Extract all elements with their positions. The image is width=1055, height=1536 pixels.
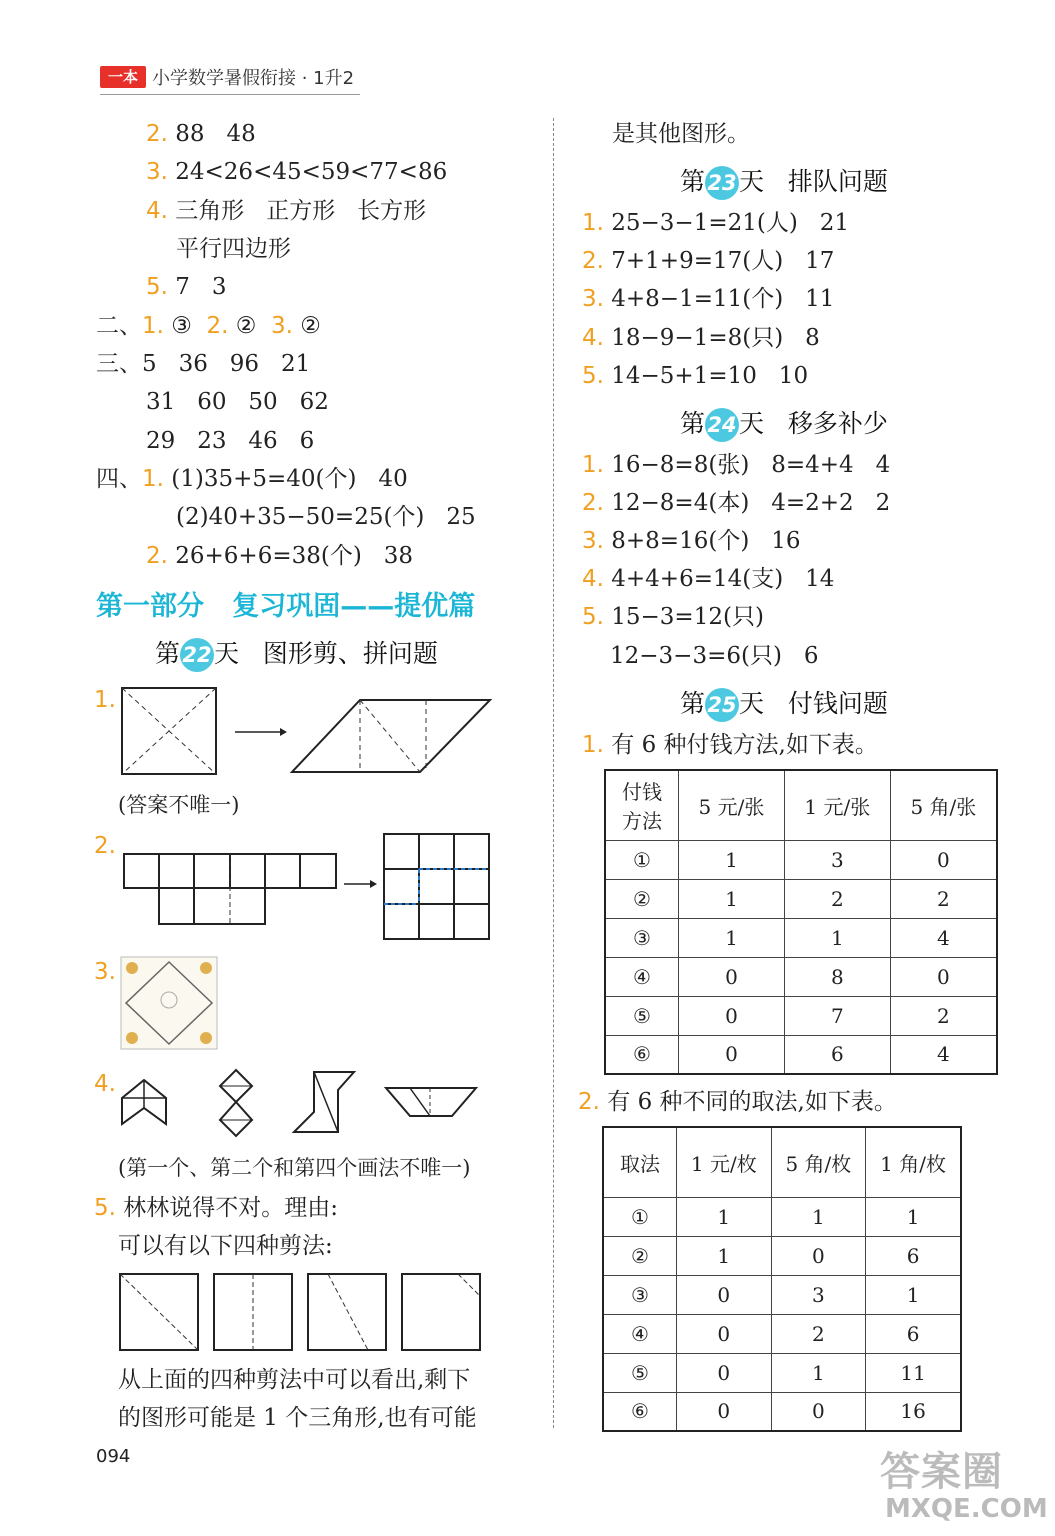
answer-line: 二、1. ③ 2. ② 3. ②	[96, 313, 321, 339]
question-number: 4.	[94, 1071, 116, 1097]
answer-line: 四、1. (1)35+5=40(个) 40	[96, 466, 408, 492]
table-cell: 6	[784, 1035, 890, 1074]
symmetric-shapes-diagram	[118, 1068, 488, 1140]
answer-line: 12−3−3=6(只) 6	[610, 643, 819, 669]
day-heading-25: 第 25天 付钱问题	[680, 684, 888, 722]
table-cell: ⑥	[603, 1392, 677, 1431]
answer-line: 2. 26+6+6=38(个) 38	[146, 543, 414, 569]
fold-square-diagram	[120, 686, 500, 778]
table-cell: 1	[677, 1197, 772, 1236]
table-header-cell: 1 元/枚	[677, 1127, 772, 1197]
answer-line: 三、5 36 96 21	[96, 351, 311, 377]
answer-line: 4. 三角形 正方形 长方形	[146, 198, 427, 224]
table-cell: 3	[771, 1275, 866, 1314]
brand-badge: 一本	[100, 66, 146, 88]
answer-line: 1. 25−3−1=21(人) 21	[582, 210, 850, 236]
table-cell: 0	[677, 1353, 772, 1392]
table-cell: ②	[605, 879, 679, 918]
day-heading-24: 第 24天 移多补少	[680, 404, 888, 442]
answer-line: 从上面的四种剪法中可以看出,剩下	[118, 1367, 471, 1393]
table-cell: ③	[605, 918, 679, 957]
table-header-cell: 1 角/枚	[866, 1127, 961, 1197]
table-cell: 11	[866, 1353, 961, 1392]
table-cell: 2	[890, 879, 997, 918]
day-number-badge: 24	[705, 408, 739, 442]
table-cell: 0	[890, 957, 997, 996]
table-cell: ④	[605, 957, 679, 996]
day-number-badge: 25	[705, 688, 739, 722]
answer-line: (2)40+35−50=25(个) 25	[176, 504, 476, 530]
day-number-badge: 23	[705, 166, 739, 200]
answer-line: 4. 18−9−1=8(只) 8	[582, 325, 820, 351]
table-header-cell: 1 元/张	[784, 770, 890, 840]
table-cell: 3	[784, 840, 890, 879]
day-number-badge: 22	[180, 638, 214, 672]
answer-line: 的图形可能是 1 个三角形,也有可能	[118, 1405, 477, 1431]
watermark-url: MXQE.COM	[885, 1494, 1048, 1524]
answer-line: 29 23 46 6	[146, 428, 315, 454]
header-rule	[100, 94, 360, 95]
answer-line: 5. 7 3	[146, 274, 227, 300]
table-cell: 7	[784, 996, 890, 1035]
table-cell: ①	[605, 840, 679, 879]
answer-line: 2. 12−8=4(本) 4=2+2 2	[582, 490, 891, 516]
day-heading-22: 第 22天 图形剪、拼问题	[155, 634, 438, 672]
answer-line: 3. 8+8=16(个) 16	[582, 528, 801, 554]
table-cell: 1	[677, 1236, 772, 1275]
net-rearrange-diagram	[122, 832, 492, 942]
paper-fold-picture	[120, 956, 220, 1052]
table-cell: 8	[784, 957, 890, 996]
table-cell: 6	[866, 1314, 961, 1353]
table-cell: 0	[679, 1035, 785, 1074]
answer-line: 1. 有 6 种付钱方法,如下表。	[582, 732, 878, 758]
answer-line: 3. 4+8−1=11(个) 11	[582, 286, 835, 312]
answer-note: (第一个、第二个和第四个画法不唯一)	[118, 1156, 471, 1180]
table-cell: 2	[771, 1314, 866, 1353]
table-cell: 1	[679, 840, 785, 879]
answer-line: 2. 7+1+9=17(人) 17	[582, 248, 835, 274]
page-number: 094	[96, 1446, 131, 1467]
question-number: 2.	[94, 833, 116, 859]
coin-table	[602, 1126, 962, 1432]
four-cuts-diagram	[118, 1272, 483, 1354]
table-cell: 6	[866, 1236, 961, 1275]
table-row	[605, 996, 997, 1035]
table-cell: ⑤	[603, 1353, 677, 1392]
table-cell: ③	[603, 1275, 677, 1314]
question-number: 3.	[94, 959, 116, 985]
question-number: 1.	[94, 687, 116, 713]
table-row	[605, 957, 997, 996]
table-cell: 16	[866, 1392, 961, 1431]
table-cell: 1	[771, 1197, 866, 1236]
day-heading-23: 第 23天 排队问题	[680, 162, 888, 200]
table-cell: 1	[866, 1275, 961, 1314]
table-cell: 0	[679, 996, 785, 1035]
table-cell: 2	[784, 879, 890, 918]
table-cell: ⑥	[605, 1035, 679, 1074]
table-cell: 0	[771, 1392, 866, 1431]
table-row	[605, 879, 997, 918]
table-row	[603, 1314, 961, 1353]
answer-line: 1. 16−8=8(张) 8=4+4 4	[582, 452, 891, 478]
table-cell: ⑤	[605, 996, 679, 1035]
answer-line: 2. 88 48	[146, 121, 256, 147]
table-row	[603, 1392, 961, 1431]
table-header-cell: 5 元/张	[679, 770, 785, 840]
answer-line: 5. 14−5+1=10 10	[582, 363, 809, 389]
table-cell: 4	[890, 918, 997, 957]
table-cell: 4	[890, 1035, 997, 1074]
answer-line: 5. 林林说得不对。理由:	[94, 1195, 339, 1221]
table-row	[603, 1353, 961, 1392]
table-cell: 1	[679, 918, 785, 957]
answer-line: 是其他图形。	[612, 121, 750, 147]
answer-line: 31 60 50 62	[146, 389, 329, 415]
table-cell: 1	[866, 1197, 961, 1236]
answer-line: 可以有以下四种剪法:	[118, 1233, 333, 1259]
answer-line: 4. 4+4+6=14(支) 14	[582, 566, 835, 592]
section-title: 第一部分 复习巩固——提优篇	[96, 591, 476, 622]
table-row	[603, 1275, 961, 1314]
answer-line: 平行四边形	[176, 236, 291, 262]
table-cell: 0	[679, 957, 785, 996]
table-cell: 0	[677, 1275, 772, 1314]
table-row	[603, 1197, 961, 1236]
payment-table	[604, 769, 998, 1075]
table-cell: 0	[677, 1314, 772, 1353]
table-cell: 1	[784, 918, 890, 957]
watermark-logo: 答案圈	[880, 1449, 1003, 1495]
table-row	[603, 1236, 961, 1275]
answer-line: 2. 有 6 种不同的取法,如下表。	[578, 1089, 897, 1115]
answer-line: 5. 15−3=12(只)	[582, 604, 764, 630]
column-divider	[553, 118, 554, 1428]
table-header-cell: 取法	[603, 1127, 677, 1197]
table-row	[605, 840, 997, 879]
table-row	[605, 1035, 997, 1074]
table-cell: 1	[771, 1353, 866, 1392]
table-cell: ②	[603, 1236, 677, 1275]
table-cell: ④	[603, 1314, 677, 1353]
answer-line: 3. 24<26<45<59<77<86	[146, 159, 448, 185]
table-cell: 0	[677, 1392, 772, 1431]
table-header-cell: 付钱 方法	[605, 770, 679, 840]
table-cell: 0	[771, 1236, 866, 1275]
table-cell: 2	[890, 996, 997, 1035]
book-title: 小学数学暑假衔接 · 1升2	[152, 68, 355, 89]
table-row	[605, 918, 997, 957]
table-header-cell: 5 角/张	[890, 770, 997, 840]
table-cell: ①	[603, 1197, 677, 1236]
table-cell: 0	[890, 840, 997, 879]
answer-note: (答案不唯一)	[118, 793, 240, 817]
table-cell: 1	[679, 879, 785, 918]
table-header-cell: 5 角/枚	[771, 1127, 866, 1197]
